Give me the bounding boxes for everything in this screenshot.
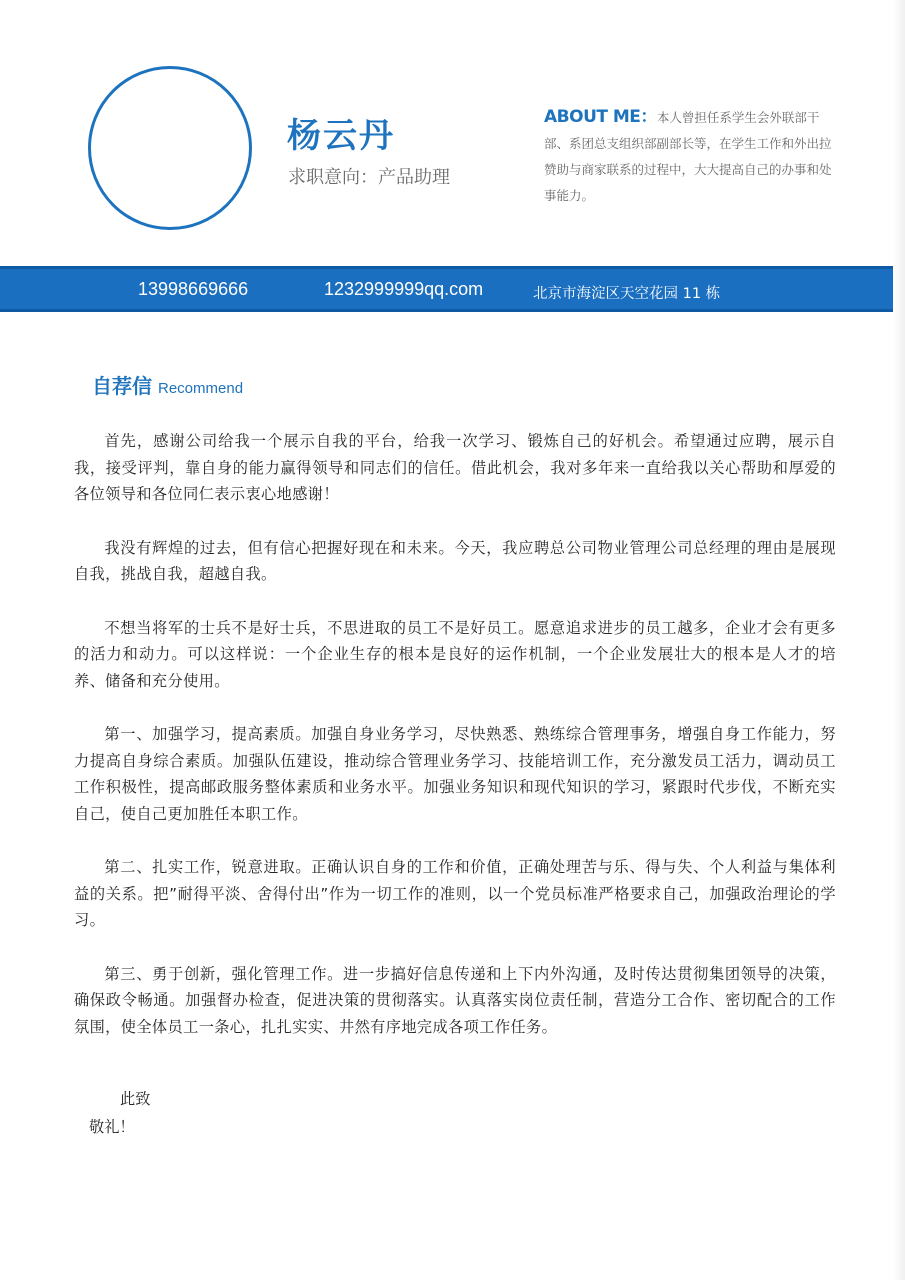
candidate-name: 杨云丹 [287, 116, 395, 156]
profile-photo-placeholder [88, 66, 252, 230]
section-title-chinese: 自荐信 [92, 374, 152, 398]
letter-paragraph: 我没有辉煌的过去，但有信心把握好现在和未来。今天，我应聘总公司物业管理公司总经理的理由是展现自我，挑战自我，超越自我。 [74, 538, 836, 583]
page-edge [893, 0, 905, 1280]
home-address: 北京市海淀区天空花园 11 栋 [533, 286, 721, 302]
about-me-text: 本人曾担任系学生会外联部干部、系团总支组织部副部长等，在学生工作和外出拉赞助与商家联系的过程中，大大提高自己的办事和处事能力。 [544, 110, 832, 203]
letter-paragraph: 第二、扎实工作，锐意进取。正确认识自身的工作和价值，正确处理苦与乐、得与失、个人利益与集体利益的关系。把”耐得平淡、舍得付出”作为一切工作的准则，以一个党员标准严格要求自己，加强政治理论的学习。 [74, 858, 836, 929]
about-me-block [544, 104, 834, 209]
job-intent: 求职意向：产品助理 [288, 167, 450, 188]
phone-number: 13998669666 [138, 279, 249, 299]
letter-paragraph: 不想当将军的士兵不是好士兵，不思进取的员工不是好员工。愿意追求进步的员工越多，企业才会有更多的活力和动力。可以这样说：一个企业生存的根本是良好的运作机制，一个企业发展壮大的根本是人才的培养、储备和充分使用。 [74, 618, 836, 690]
letter-salutation: 敬礼！ [89, 1118, 135, 1136]
letter-closing: 此致 [120, 1090, 151, 1108]
letter-paragraph: 第一、加强学习，提高素质。加强自身业务学习，尽快熟悉、熟练综合管理事务，增强自身工作能力，努力提高自身综合素质。加强队伍建设，推动综合管理业务学习、技能培训工作，充分激发员工活力，调动员工工作积极性，提高邮政服务整体素质和业务水平。加强业务知识和现代知识的学习，紧跟时代步伐，不断充实自己，使自己更加胜任本职工作。 [74, 725, 836, 823]
cover-letter-body [74, 428, 836, 1067]
letter-paragraph: 首先，感谢公司给我一个展示自我的平台，给我一次学习、锻炼自己的好机会。希望通过应聘，展示自我，接受评判，靠自身的能力赢得领导和同志们的信任。借此机会，我对多年来一直给我以关心帮助和厚爱的各位领导和各位同仁表示衷心地感谢！ [74, 432, 836, 503]
section-title-english: Recommend [158, 380, 244, 397]
about-me-title: ABOUT ME： [544, 107, 657, 127]
letter-paragraph: 第三、勇于创新，强化管理工作。进一步搞好信息传递和上下内外沟通，及时传达贯彻集团领导的决策，确保政令畅通。加强督办检查，促进决策的贯彻落实。认真落实岗位责任制，营造分工合作、密切配合的工作氛围，使全体员工一条心，扎扎实实、井然有序地完成各项工作任务。 [74, 964, 836, 1036]
section-heading [92, 370, 243, 399]
email-address: 1232999999qq.com [324, 279, 484, 299]
contact-bar [0, 266, 893, 312]
